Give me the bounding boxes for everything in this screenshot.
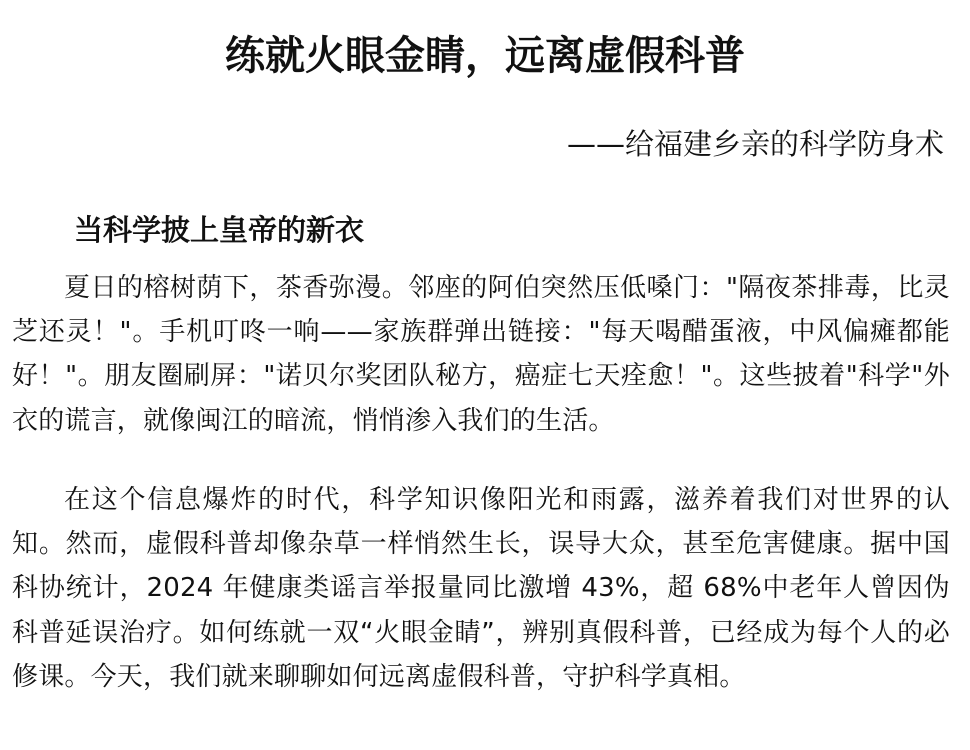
body-paragraph-2: 在这个信息爆炸的时代，科学知识像阳光和雨露，滋养着我们对世界的认知。然而，虚假科普却像杂草一样悄然生长，误导大众，甚至危害健康。据中国科协统计，2024 年健康类谣言举报量同比激增 43%，超 68%中老年人曾因伪科普延误治疗。如何练就一双“火眼金睛”，辨别真假科普，已经成为每个人的必修课。今天，我们就来聊聊如何远离虚假科普，守护科学真相。 [12,485,950,692]
body-paragraph-1: 夏日的榕树荫下，茶香弥漫。邻座的阿伯突然压低嗓门："隔夜茶排毒，比灵芝还灵！"。手机叮咚一响——家族群弹出链接："每天喝醋蛋液，中风偏瘫都能好！"。朋友圈刷屏："诺贝尔奖团队秘方，癌症七天痊愈！"。这些披着"科学"外衣的谎言，就像闽江的暗流，悄悄渗入我们的生活。 [12,273,950,436]
page-title: 练就火眼金睛，远离虚假科普 [225,33,745,79]
page-subtitle: ——给福建乡亲的科学防身术 [566,127,944,161]
section-heading: 当科学披上皇帝的新衣 [74,213,365,247]
